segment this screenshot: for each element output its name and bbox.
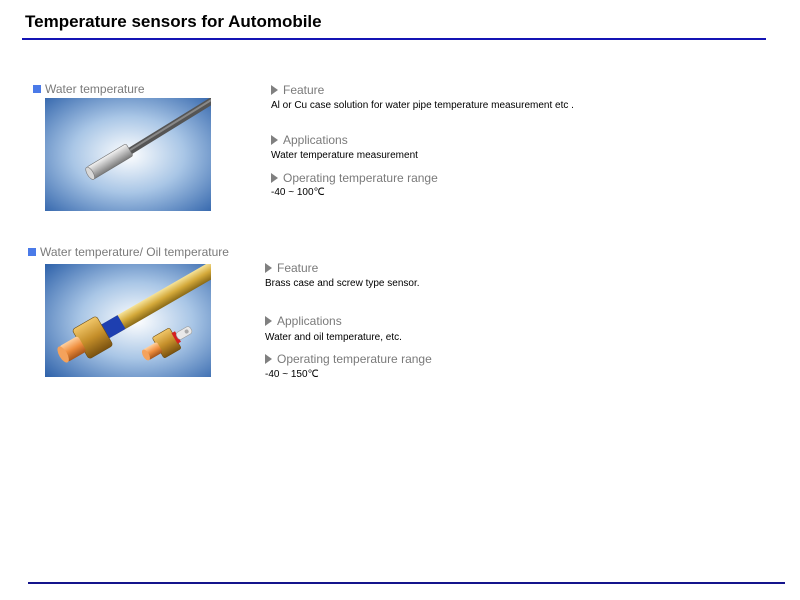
feature-text: Brass case and screw type sensor.: [265, 278, 420, 289]
feature-label-text: Feature: [277, 261, 319, 275]
range-text: -40 ~ 150℃: [265, 369, 319, 380]
footer-divider: [28, 582, 785, 584]
section-heading-water-oil: [28, 245, 229, 259]
applications-label: [271, 133, 348, 147]
triangle-bullet-icon: [265, 354, 272, 364]
title-divider: [22, 38, 766, 40]
applications-label: [265, 314, 342, 328]
section-heading-water: [33, 82, 145, 96]
applications-label-text: Applications: [277, 314, 342, 328]
triangle-bullet-icon: [265, 316, 272, 326]
page-title: Temperature sensors for Automobile: [25, 12, 322, 31]
triangle-bullet-icon: [271, 85, 278, 95]
range-text: -40 ~ 100℃: [271, 187, 325, 198]
brass-sensor-image: [45, 264, 211, 377]
applications-text: Water and oil temperature, etc.: [265, 332, 402, 343]
range-label: [265, 352, 432, 366]
feature-label: [265, 261, 318, 275]
range-label-text: Operating temperature range: [283, 171, 438, 185]
triangle-bullet-icon: [271, 135, 278, 145]
section-heading-text: Water temperature: [45, 82, 145, 96]
range-label: [271, 171, 438, 185]
range-label-text: Operating temperature range: [277, 352, 432, 366]
water-sensor-image: [45, 98, 211, 211]
feature-text: Al or Cu case solution for water pipe temperature measurement etc .: [271, 100, 574, 111]
applications-text: Water temperature measurement: [271, 150, 418, 161]
triangle-bullet-icon: [265, 263, 272, 273]
square-bullet-icon: [28, 248, 36, 256]
feature-label-text: Feature: [283, 83, 325, 97]
square-bullet-icon: [33, 85, 41, 93]
applications-label-text: Applications: [283, 133, 348, 147]
feature-label: [271, 83, 324, 97]
section-heading-text: Water temperature/ Oil temperature: [40, 245, 229, 259]
triangle-bullet-icon: [271, 173, 278, 183]
